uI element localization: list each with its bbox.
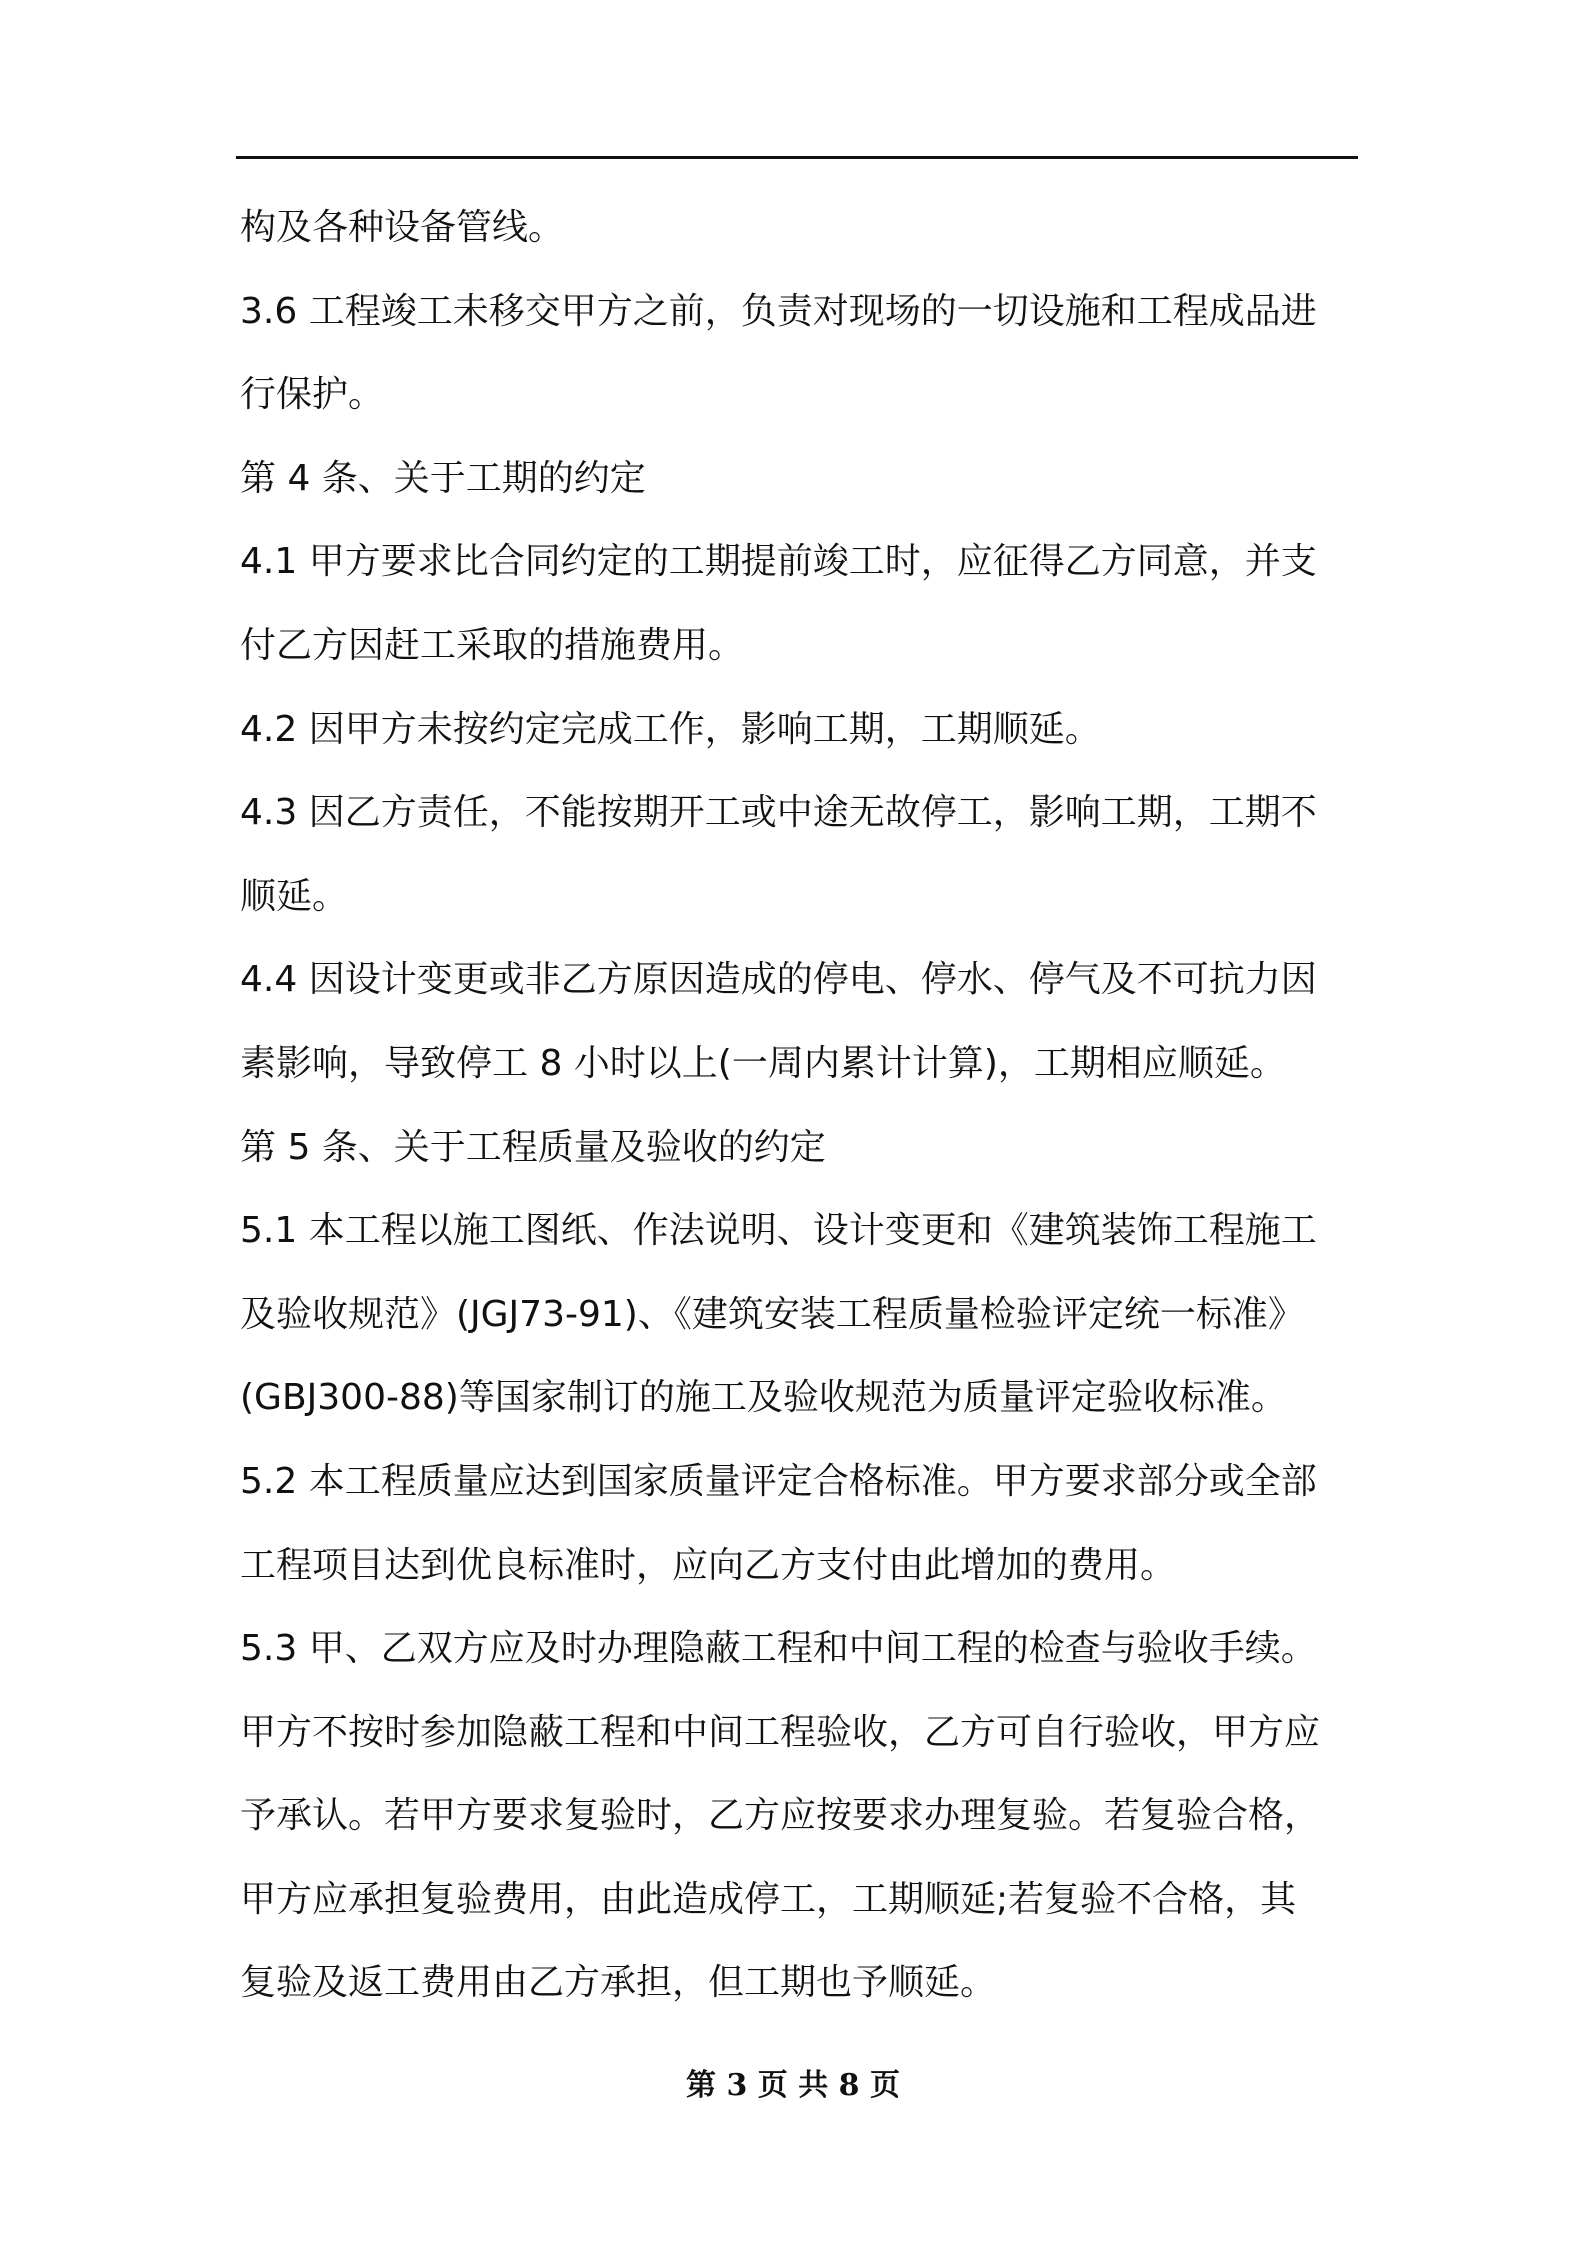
text-line: 4.2 因甲方未按约定完成工作，影响工期，工期顺延。	[240, 708, 1101, 750]
section-heading: 第 4 条、关于工期的约定	[240, 457, 646, 499]
text-line: 5.2 本工程质量应达到国家质量评定合格标准。甲方要求部分或全部	[240, 1460, 1317, 1502]
text-line: 构及各种设备管线。	[240, 207, 565, 248]
text-line: 行保护。	[240, 374, 385, 416]
text-line: 顺延。	[240, 875, 349, 917]
header-rule	[236, 156, 1358, 159]
text-line: 5.1 本工程以施工图纸、作法说明、设计变更和《建筑装饰工程施工	[240, 1210, 1317, 1252]
text-line: 工程项目达到优良标准时，应向乙方支付由此增加的费用。	[240, 1544, 1177, 1586]
text-line: 5.3 甲、乙双方应及时办理隐蔽工程和中间工程的检查与验收手续。	[240, 1628, 1317, 1670]
text-line: 甲方应承担复验费用，由此造成停工，工期顺延;若复验不合格，其	[240, 1878, 1297, 1920]
page-number: 第 3 页 共 8 页	[686, 2068, 900, 2103]
text-line: 4.4 因设计变更或非乙方原因造成的停电、停水、停气及不可抗力因	[240, 959, 1317, 1001]
text-line: 及验收规范》(JGJ73-91)、《建筑安装工程质量检验评定统一标准》	[240, 1293, 1304, 1335]
text-line: (GBJ300-88)等国家制订的施工及验收规范为质量评定验收标准。	[240, 1377, 1287, 1419]
text-line: 复验及返工费用由乙方承担，但工期也予顺延。	[240, 1962, 997, 2004]
section-heading: 第 5 条、关于工程质量及验收的约定	[240, 1126, 826, 1168]
text-line: 甲方不按时参加隐蔽工程和中间工程验收，乙方可自行验收，甲方应	[240, 1711, 1321, 1753]
text-line: 4.1 甲方要求比合同约定的工期提前竣工时，应征得乙方同意，并支	[240, 541, 1317, 583]
text-line: 素影响，导致停工 8 小时以上(一周内累计计算)，工期相应顺延。	[240, 1042, 1286, 1084]
text-line: 予承认。若甲方要求复验时，乙方应按要求办理复验。若复验合格，	[240, 1795, 1321, 1837]
text-line: 付乙方因赶工采取的措施费用。	[240, 624, 745, 666]
text-line: 4.3 因乙方责任，不能按期开工或中途无故停工，影响工期，工期不	[240, 792, 1317, 834]
document-body	[240, 186, 1365, 2025]
text-line: 3.6 工程竣工未移交甲方之前，负责对现场的一切设施和工程成品进	[240, 290, 1317, 332]
